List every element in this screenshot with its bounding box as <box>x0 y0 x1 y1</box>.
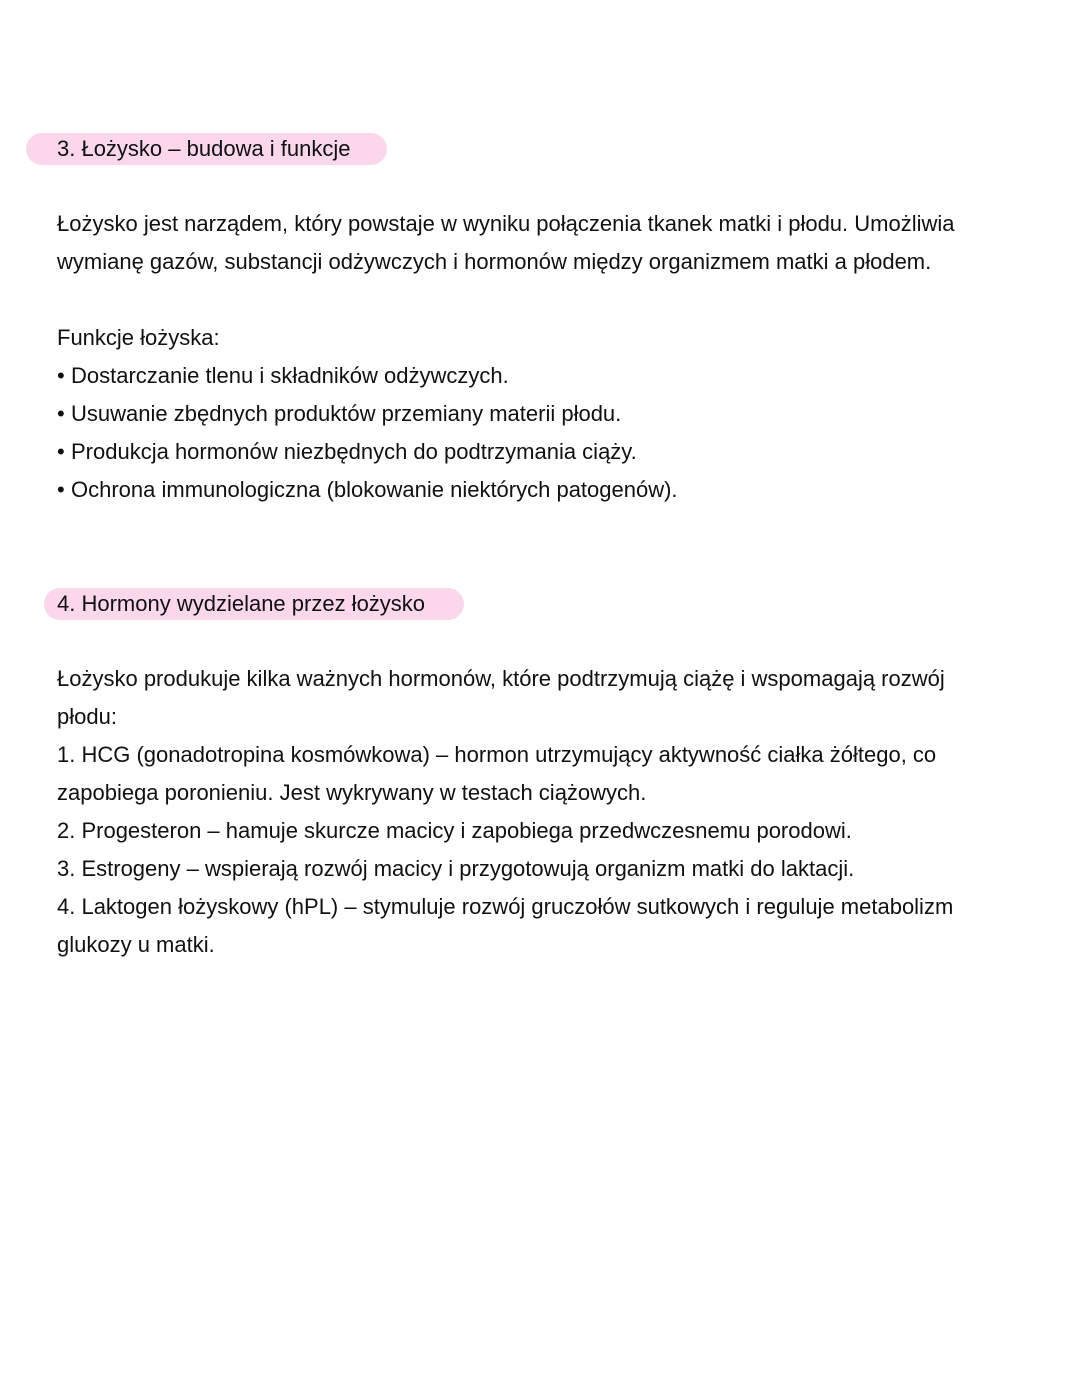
hormone-line: 2. Progesteron – hamuje skurcze macicy i zapobiega przedwczesnemu porodowi. <box>57 818 852 843</box>
functions-title: Funkcje łożyska: <box>57 325 220 350</box>
functions-list <box>57 357 1027 509</box>
bullet-icon: • <box>57 477 65 502</box>
section-4-heading: 4. Hormony wydzielane przez łożysko <box>44 588 464 620</box>
hormones-list <box>57 736 1027 964</box>
list-item <box>57 357 1027 395</box>
function-text: Ochrona immunologiczna (blokowanie niektórych patogenów). <box>71 477 678 502</box>
list-item <box>57 471 1027 509</box>
list-item <box>57 812 1027 850</box>
bullet-icon: • <box>57 401 65 426</box>
section-3-heading: 3. Łożysko – budowa i funkcje <box>26 133 387 165</box>
bullet-icon: • <box>57 439 65 464</box>
section-4-intro-line-2: płodu: <box>57 704 117 729</box>
hormone-line: 1. HCG (gonadotropina kosmówkowa) – hormon utrzymujący aktywność ciałka żółtego, co <box>57 742 937 767</box>
section-3-intro-line-1: Łożysko jest narządem, który powstaje w wyniku połączenia tkanek matki i płodu. Umożliwia <box>57 211 955 236</box>
bullet-icon: • <box>57 363 65 388</box>
list-item <box>57 395 1027 433</box>
section-4-intro-line-1: Łożysko produkuje kilka ważnych hormonów, które podtrzymują ciążę i wspomagają rozwój <box>57 666 945 691</box>
section-3-intro-line-2: wymianę gazów, substancji odżywczych i hormonów między organizmem matki a płodem. <box>57 249 932 274</box>
function-text: Usuwanie zbędnych produktów przemiany materii płodu. <box>71 401 622 426</box>
hormone-line: glukozy u matki. <box>57 932 215 957</box>
list-item <box>57 736 1027 812</box>
list-item <box>57 888 1027 964</box>
list-item <box>57 850 1027 888</box>
list-item <box>57 433 1027 471</box>
section-4-intro <box>57 660 1027 736</box>
function-text: Dostarczanie tlenu i składników odżywczych. <box>71 363 509 388</box>
hormone-line: zapobiega poronieniu. Jest wykrywany w testach ciążowych. <box>57 780 647 805</box>
section-3-intro <box>57 205 1027 281</box>
function-text: Produkcja hormonów niezbędnych do podtrzymania ciąży. <box>71 439 637 464</box>
hormone-line: 4. Laktogen łożyskowy (hPL) – stymuluje rozwój gruczołów sutkowych i reguluje metabolizm <box>57 894 954 919</box>
hormone-line: 3. Estrogeny – wspierają rozwój macicy i przygotowują organizm matki do laktacji. <box>57 856 855 881</box>
